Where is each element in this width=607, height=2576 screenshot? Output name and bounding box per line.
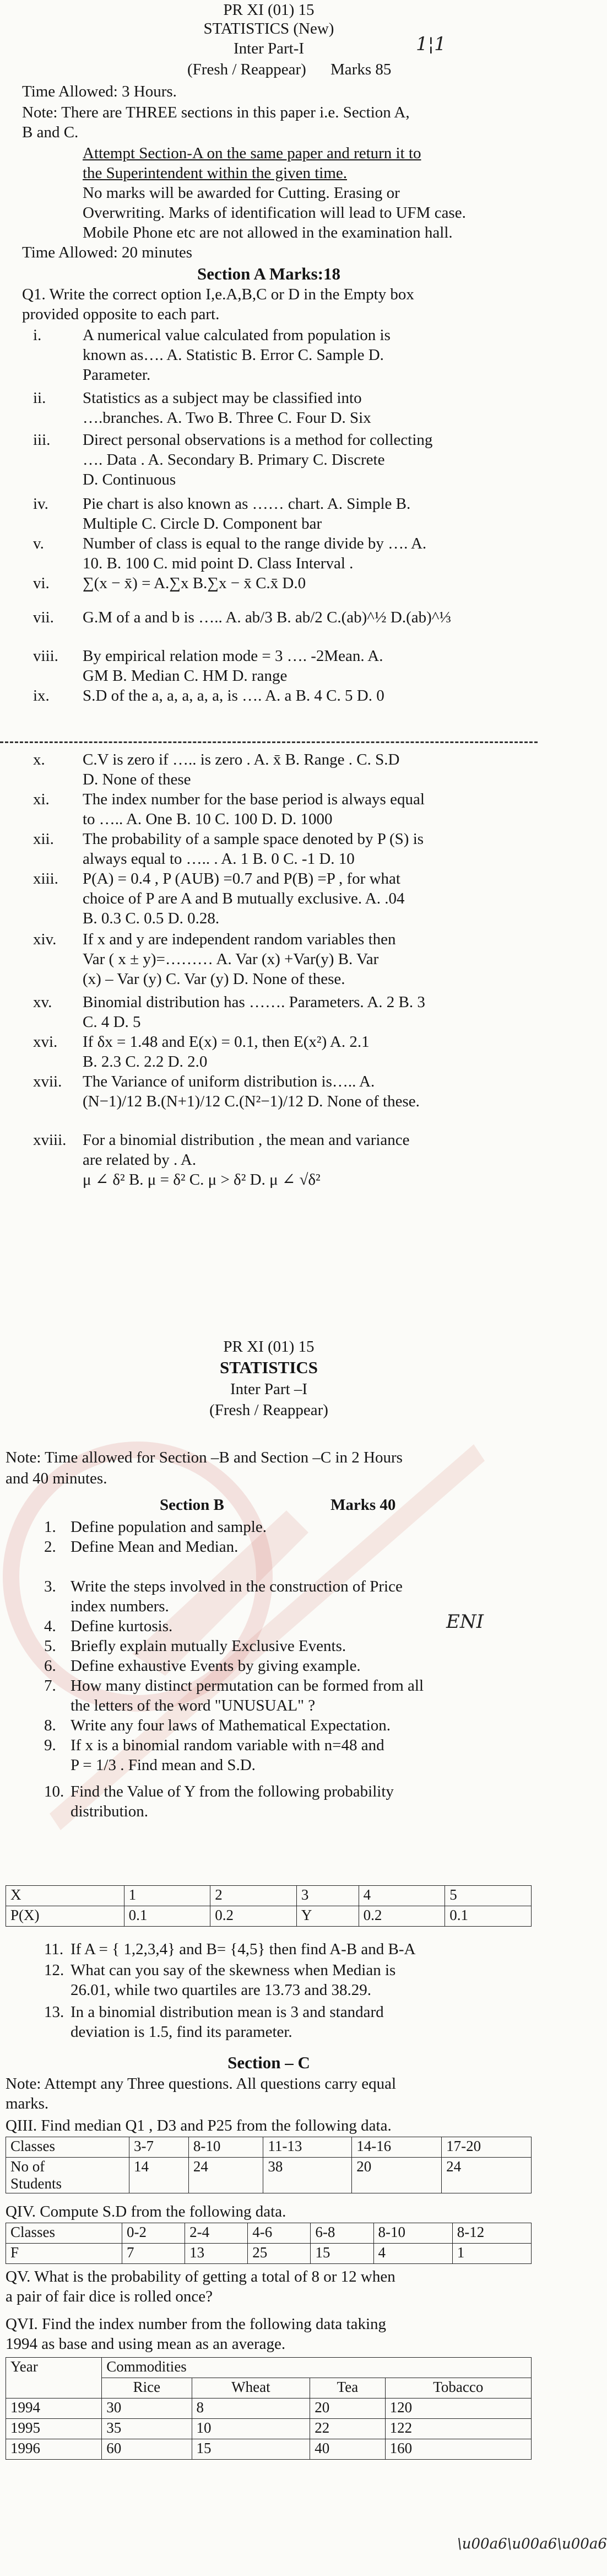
question-5: a pair of fair dice is rolled once? — [6, 2288, 213, 2305]
table-cell: Classes — [6, 2223, 122, 2244]
table-cell: 8-10 — [188, 2137, 263, 2158]
question-number: x. — [33, 751, 45, 768]
attempt-instruction: the Superintendent within the given time. — [83, 164, 348, 182]
table-cell: 120 — [385, 2398, 531, 2419]
question-number: 1. — [44, 1518, 56, 1536]
question-text: For a binomial distribution , the mean and variance — [83, 1131, 410, 1149]
sectionC-note: Note: Attempt any Three questions. All questions carry equal — [6, 2075, 397, 2093]
table-cell: F — [6, 2244, 122, 2264]
table-cell: 0.1 — [124, 1906, 210, 1927]
index-data-table — [6, 2357, 532, 2460]
question-number: v. — [33, 535, 44, 552]
table-cell: 8 — [192, 2398, 310, 2419]
question-number: 13. — [44, 2003, 64, 2021]
question-text: Define Mean and Median. — [71, 1538, 239, 1556]
table-cell: 10 — [192, 2419, 310, 2439]
q1-instruction: provided opposite to each part. — [22, 305, 220, 323]
part2-mode: (Fresh / Reappear) — [209, 1401, 328, 1419]
note-line: Note: There are THREE sections in this paper i.e. Section A, — [22, 104, 410, 121]
table-cell: 20 — [352, 2158, 442, 2193]
table-cell: Tobacco — [385, 2378, 531, 2398]
question-number: ix. — [33, 687, 50, 704]
question-text: B. 0.3 C. 0.5 D. 0.28. — [83, 910, 220, 927]
table-cell: Tea — [310, 2378, 385, 2398]
question-text: known as…. A. Statistic B. Error C. Sample D. — [83, 346, 384, 364]
question-text: Briefly explain mutually Exclusive Events. — [71, 1637, 346, 1655]
question-text: How many distinct permutation can be formed from all — [71, 1677, 424, 1695]
question-number: xi. — [33, 790, 50, 808]
question-text: Define population and sample. — [71, 1518, 267, 1536]
table-cell: 40 — [310, 2439, 385, 2460]
table-cell: Commodities — [102, 2358, 532, 2378]
table-cell: 24 — [188, 2158, 263, 2193]
question-text: Write any four laws of Mathematical Expectation. — [71, 1717, 391, 1734]
question-number: 11. — [44, 1940, 64, 1958]
question-number: 5. — [44, 1637, 56, 1655]
table-row — [6, 2158, 532, 2193]
part2-part: Inter Part –I — [230, 1380, 308, 1398]
question-number: vi. — [33, 574, 50, 592]
question-number: ii. — [33, 389, 46, 407]
sectionB-title: Section B — [160, 1496, 224, 1514]
handwritten-note-bottom: \u00a6\u00a6\u00a6 — [457, 2536, 607, 2552]
time-allowed: Time Allowed: 3 Hours. — [22, 83, 177, 100]
note-line: B and C. — [22, 123, 79, 141]
table-cell: 1995 — [6, 2419, 102, 2439]
table-cell: 1 — [452, 2244, 531, 2264]
table-row — [6, 2244, 532, 2264]
question-number: viii. — [33, 647, 58, 665]
question-number: xvii. — [33, 1073, 62, 1090]
question-text: Binomial distribution has ……. Parameters. A. 2 B. 3 — [83, 993, 425, 1011]
table-row — [6, 1886, 532, 1906]
question-text: to ….. A. One B. 10 C. 100 D. D. 1000 — [83, 810, 333, 828]
probability-table — [6, 1885, 532, 1927]
question-text: D. Continuous — [83, 471, 176, 488]
question-text: Pie chart is also known as …… chart. A. Simple B. — [83, 495, 411, 513]
question-text: Define kurtosis. — [71, 1617, 173, 1635]
table-cell: 15 — [311, 2244, 373, 2264]
question-text: choice of P are A and B mutually exclusive. A. .04 — [83, 890, 405, 907]
note2-line: and 40 minutes. — [6, 1470, 107, 1487]
paper-subject: STATISTICS (New) — [203, 20, 334, 37]
table-cell: Wheat — [192, 2378, 310, 2398]
question-number: 12. — [44, 1961, 64, 1979]
question-text: ….branches. A. Two B. Three C. Four D. Six — [83, 409, 371, 427]
table-cell: 2 — [210, 1886, 297, 1906]
question-text: The probability of a sample space denoted by P (S) is — [83, 830, 424, 848]
question-text: Parameter. — [83, 366, 151, 384]
question-text: ∑(x − x̄) = A.∑x B.∑x − x̄ C.x̄ D.0 — [83, 574, 306, 592]
table-cell: 13 — [185, 2244, 248, 2264]
table-cell: 22 — [310, 2419, 385, 2439]
question-4: QIV. Compute S.D from the following data. — [6, 2203, 286, 2220]
question-text: index numbers. — [71, 1598, 169, 1615]
question-6: QVI. Find the index number from the following data taking — [6, 2315, 387, 2333]
table-cell: 4-6 — [248, 2223, 311, 2244]
question-3: QIII. Find median Q1 , D3 and P25 from the following data. — [6, 2117, 392, 2134]
table-row — [6, 2398, 532, 2419]
table-cell: 4 — [373, 2244, 452, 2264]
rule-line: No marks will be awarded for Cutting. Erasing or — [83, 184, 400, 202]
table-cell: 0-2 — [122, 2223, 185, 2244]
question-number: 9. — [44, 1736, 56, 1754]
question-5: QV. What is the probability of getting a total of 8 or 12 when — [6, 2268, 395, 2285]
paper-code: PR XI (01) 15 — [223, 1, 315, 19]
table-cell: 3 — [296, 1886, 359, 1906]
table-cell: 0.2 — [210, 1906, 297, 1927]
table-cell: 1 — [124, 1886, 210, 1906]
question-text: D. None of these — [83, 771, 191, 788]
table-cell: Rice — [102, 2378, 192, 2398]
part2-subject: STATISTICS — [219, 1358, 318, 1377]
table-cell: 6-8 — [311, 2223, 373, 2244]
question-text: G.M of a and b is ….. A. ab/3 B. ab/2 C.(ab)^½ D.(ab)^⅓ — [83, 609, 452, 626]
table-cell: Y — [296, 1906, 359, 1927]
rule-line: Overwriting. Marks of identification will lead to UFM case. — [83, 204, 466, 222]
question-number: 2. — [44, 1538, 56, 1556]
table-cell: 160 — [385, 2439, 531, 2460]
question-number: xii. — [33, 830, 54, 848]
rule-line: Mobile Phone etc are not allowed in the examination hall. — [83, 224, 453, 241]
table-cell: 1996 — [6, 2439, 102, 2460]
question-number: vii. — [33, 609, 54, 626]
question-text: always equal to ….. . A. 1 B. 0 C. -1 D. 10 — [83, 850, 355, 868]
question-text: Write the steps involved in the construction of Price — [71, 1578, 403, 1595]
question-text: In a binomial distribution mean is 3 and standard — [71, 2003, 384, 2021]
question-number: xiv. — [33, 931, 57, 948]
question-text: By empirical relation mode = 3 …. -2Mean. A. — [83, 647, 383, 665]
paper-marks: Marks 85 — [330, 61, 392, 78]
question-text: Find the Value of Y from the following probability — [71, 1783, 394, 1800]
question-number: xiii. — [33, 870, 58, 888]
question-text: P = 1/3 . Find mean and S.D. — [71, 1756, 256, 1774]
table-cell: 3-7 — [129, 2137, 189, 2158]
question-text: distribution. — [71, 1803, 148, 1820]
table-cell: 14 — [129, 2158, 189, 2193]
question-number: 4. — [44, 1617, 56, 1635]
sectionC-title: Section – C — [227, 2053, 310, 2072]
q1-instruction: Q1. Write the correct option I,e.A,B,C or D in the Empty box — [22, 286, 414, 303]
question-text: A numerical value calculated from population is — [83, 326, 391, 344]
table-cell: 5 — [445, 1886, 532, 1906]
question-number: xvi. — [33, 1033, 58, 1051]
sectionB-marks: Marks 40 — [330, 1496, 396, 1514]
question-number: xviii. — [33, 1131, 67, 1149]
table-cell: 35 — [102, 2419, 192, 2439]
question-text: If x and y are independent random variables then — [83, 931, 396, 948]
cut-line — [0, 741, 538, 743]
question-number: 10. — [44, 1783, 64, 1800]
table-row — [6, 2137, 532, 2158]
table-cell: 0.1 — [445, 1906, 532, 1927]
table-cell: 8-10 — [373, 2223, 452, 2244]
question-text: What can you say of the skewness when Median is — [71, 1961, 396, 1979]
question-text: Number of class is equal to the range divide by …. A. — [83, 535, 427, 552]
question-number: xv. — [33, 993, 52, 1011]
question-number: i. — [33, 326, 42, 344]
table-row — [6, 1906, 532, 1927]
question-text: Multiple C. Circle D. Component bar — [83, 515, 322, 533]
question-text: S.D of the a, a, a, a, a, is …. A. a B. 4 C. 5 D. 0 — [83, 687, 384, 704]
question-text: Define exhaustive Events by giving example. — [71, 1657, 361, 1675]
time-allowed-sectionA: Time Allowed: 20 minutes — [22, 244, 193, 261]
question-text: Var ( x ± y)=……… A. Var (x) +Var(y) B. Var — [83, 950, 379, 968]
table-cell: 8-12 — [452, 2223, 531, 2244]
question-text: 26.01, while two quartiles are 13.73 and 38.29. — [71, 1981, 372, 1999]
table-row — [6, 2223, 532, 2244]
table-row — [6, 2439, 532, 2460]
sectionC-note: marks. — [6, 2095, 49, 2112]
question-text: 10. B. 100 C. mid point D. Class Interval . — [83, 555, 354, 572]
table-cell: P(X) — [6, 1906, 124, 1927]
median-data-table — [6, 2137, 532, 2193]
table-row — [6, 2419, 532, 2439]
question-text: Statistics as a subject may be classified into — [83, 389, 362, 407]
question-text: If x is a binomial random variable with n=48 and — [71, 1736, 384, 1754]
paper-part: Inter Part-I — [233, 40, 305, 57]
question-text: (x) – Var (y) C. Var (y) D. None of these. — [83, 970, 345, 988]
table-cell: 24 — [442, 2158, 532, 2193]
question-text: The index number for the base period is always equal — [83, 790, 425, 808]
paper-mode: (Fresh / Reappear) — [187, 61, 306, 78]
question-number: iv. — [33, 495, 48, 513]
handwritten-mark: ENI — [446, 1611, 484, 1633]
attempt-instruction: Attempt Section-A on the same paper and return it to — [83, 144, 421, 162]
table-cell: 30 — [102, 2398, 192, 2419]
table-header-row — [6, 2358, 532, 2378]
question-text: If A = { 1,2,3,4} and B= {4,5} then find A-B and B-A — [71, 1940, 416, 1958]
table-cell: 1994 — [6, 2398, 102, 2419]
question-text: GM B. Median C. HM D. range — [83, 667, 288, 685]
question-text: C.V is zero if ….. is zero . A. x̄ B. Range . C. S.D — [83, 751, 400, 768]
question-text: Direct personal observations is a method for collecting — [83, 431, 433, 449]
table-cell: 38 — [263, 2158, 352, 2193]
question-text: (N−1)/12 B.(N+1)/12 C.(N²−1)/12 D. None of these. — [83, 1093, 420, 1110]
question-text: B. 2.3 C. 2.2 D. 2.0 — [83, 1053, 208, 1071]
question-text: μ ∠ δ² B. μ = δ² C. μ > δ² D. μ ∠ √δ² — [83, 1171, 321, 1188]
question-number: 7. — [44, 1677, 56, 1695]
table-cell: 17-20 — [442, 2137, 532, 2158]
table-cell: 7 — [122, 2244, 185, 2264]
table-cell: X — [6, 1886, 124, 1906]
table-cell: 14-16 — [352, 2137, 442, 2158]
table-cell: 0.2 — [359, 1906, 445, 1927]
sd-data-table — [6, 2223, 532, 2264]
question-number: 6. — [44, 1657, 56, 1675]
question-text: are related by . A. — [83, 1151, 197, 1169]
table-cell: Year — [6, 2358, 102, 2398]
question-6: 1994 as base and using mean as an average. — [6, 2335, 286, 2353]
table-cell: 60 — [102, 2439, 192, 2460]
question-text: …. Data . A. Secondary B. Primary C. Discrete — [83, 451, 385, 469]
table-cell: 4 — [359, 1886, 445, 1906]
question-text: P(A) = 0.4 , P (AUB) =0.7 and P(B) =P , for what — [83, 870, 400, 888]
table-cell: 15 — [192, 2439, 310, 2460]
table-cell: 11-13 — [263, 2137, 352, 2158]
table-cell: 20 — [310, 2398, 385, 2419]
handwritten-note: 1¦1 — [416, 33, 446, 55]
question-text: deviation is 1.5, find its parameter. — [71, 2023, 292, 2041]
note2-line: Note: Time allowed for Section –B and Section –C in 2 Hours — [6, 1449, 403, 1466]
question-number: 8. — [44, 1717, 56, 1734]
question-number: 3. — [44, 1578, 56, 1595]
question-text: The Variance of uniform distribution is….. A. — [83, 1073, 375, 1090]
table-cell: 25 — [248, 2244, 311, 2264]
table-cell: 2-4 — [185, 2223, 248, 2244]
question-text: C. 4 D. 5 — [83, 1013, 141, 1031]
question-number: iii. — [33, 431, 51, 449]
sectionA-title: Section A Marks:18 — [197, 264, 341, 283]
question-text: the letters of the word "UNUSUAL" ? — [71, 1697, 316, 1714]
part2-code: PR XI (01) 15 — [223, 1338, 315, 1356]
table-cell: 122 — [385, 2419, 531, 2439]
question-text: If δx = 1.48 and E(x) = 0.1, then E(x²) A. 2.1 — [83, 1033, 370, 1051]
table-cell: No of Students — [6, 2158, 129, 2193]
table-cell: Classes — [6, 2137, 129, 2158]
